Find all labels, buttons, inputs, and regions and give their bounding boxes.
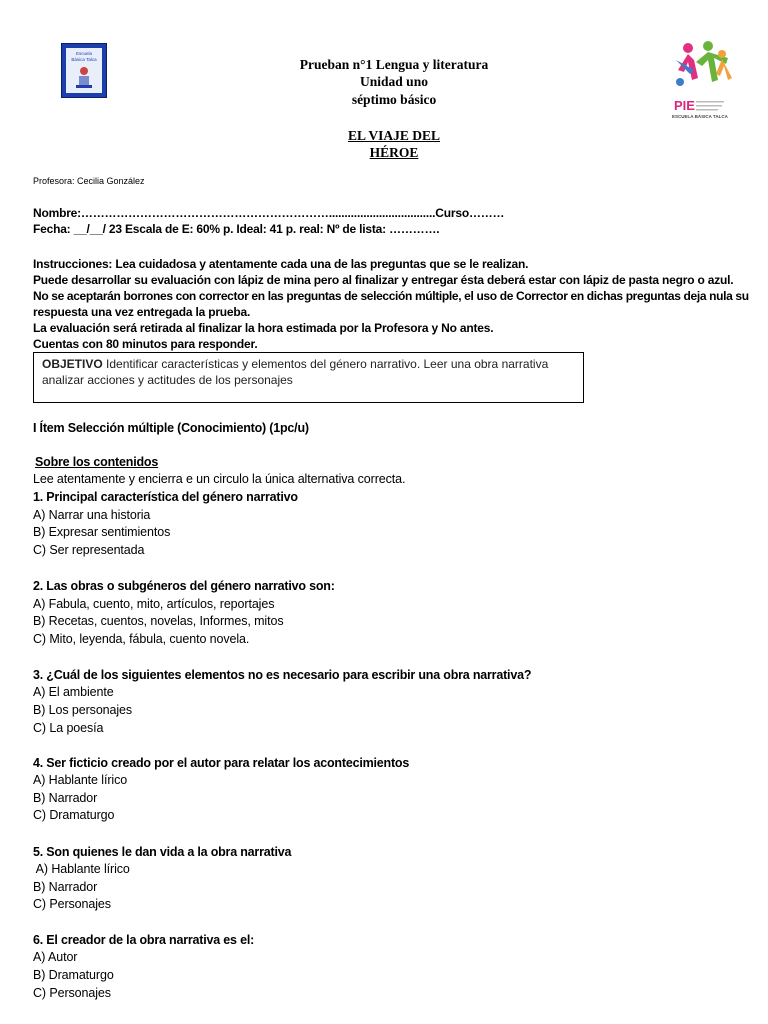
- question-4-option-a: A) Hablante lírico: [33, 773, 128, 787]
- instructions-line-1: Instrucciones: Lea cuidadosa y atentamente cada una de las preguntas que se le realizan.: [33, 257, 529, 271]
- question-6-option-a: A) Autor: [33, 950, 78, 964]
- question-3-option-a: A) El ambiente: [33, 685, 114, 699]
- school-logo-text-2: Básica Talca: [71, 57, 97, 62]
- date-field-line: Fecha: __/__/ 23 Escala de E: 60% p. Ideal: 41 p. real: Nº de lista: ………….: [33, 222, 440, 236]
- question-2-option-b: B) Recetas, cuentos, novelas, Informes, mitos: [33, 614, 284, 628]
- question-2-option-c: C) Mito, leyenda, fábula, cuento novela.: [33, 632, 250, 646]
- question-2-option-a: A) Fabula, cuento, mito, artículos, reportajes: [33, 597, 275, 611]
- question-5-option-a: A) Hablante lírico: [33, 862, 130, 876]
- question-2: 2. Las obras o subgéneros del género narrativo son:: [33, 579, 335, 593]
- pie-program-lines-icon: [696, 100, 726, 114]
- question-1-option-a: A) Narrar una historia: [33, 508, 151, 522]
- pie-figures-icon: [668, 40, 736, 100]
- objective-box: [33, 352, 584, 403]
- objective-text-block: [42, 356, 577, 388]
- section-subtitle: Sobre los contenidos: [35, 455, 159, 469]
- instructions-line-4: respuesta una vez entregada la prueba.: [33, 305, 251, 319]
- question-4-option-b: B) Narrador: [33, 791, 98, 805]
- question-5-option-b: B) Narrador: [33, 880, 98, 894]
- objective-label: OBJETIVO: [42, 357, 103, 371]
- school-logo-text-1: Escuela: [75, 51, 92, 56]
- question-5: 5. Son quienes le dan vida a la obra narrativa: [33, 845, 292, 859]
- exam-title: Prueban n°1 Lengua y literatura: [299, 57, 489, 72]
- question-3-option-b: B) Los personajes: [33, 703, 133, 717]
- exam-grade: séptimo básico: [351, 92, 437, 107]
- question-5-option-c: C) Personajes: [33, 897, 111, 911]
- question-6-option-b: B) Dramaturgo: [33, 968, 114, 982]
- question-6-option-c: C) Personajes: [33, 986, 111, 1000]
- teacher-name: Profesora: Cecilia González: [33, 176, 145, 186]
- question-1-option-b: B) Expresar sentimientos: [33, 525, 171, 539]
- question-4: 4. Ser ficticio creado por el autor para relatar los acontecimientos: [33, 756, 410, 770]
- section-item-title: I Ítem Selección múltiple (Conocimiento) (1pc/u): [33, 421, 309, 435]
- section-instruction: Lee atentamente y encierra e un circulo la única alternativa correcta.: [33, 472, 406, 486]
- name-field-line: Nombre:………………………………………………………..................................Curso………: [33, 206, 505, 220]
- pie-logo-text: PIE: [674, 98, 695, 113]
- instructions-line-2: Puede desarrollar su evaluación con lápiz de mina pero al finalizar y entregar ésta deberá estar con lápiz de pasta negro o azul.: [33, 273, 734, 287]
- pie-logo: [668, 40, 736, 122]
- subject-title-line1: EL VIAJE DEL: [347, 128, 441, 143]
- question-3-option-c: C) La poesía: [33, 721, 104, 735]
- objective-text: Identificar características y elementos del género narrativo. Leer una obra narrativa analizar acciones y actitudes de los personajes: [42, 357, 549, 387]
- instructions-line-3: No se aceptarán borrones con corrector en las preguntas de selección múltiple, el uso de Corrector en dichas preguntas deja nula su: [33, 289, 749, 303]
- instructions-line-5: La evaluación será retirada al finalizar la hora estimada por la Profesora y No antes.: [33, 321, 494, 335]
- question-6: 6. El creador de la obra narrativa es el:: [33, 933, 255, 947]
- exam-unit: Unidad uno: [360, 74, 428, 89]
- question-1: 1. Principal característica del género narrativo: [33, 490, 298, 504]
- question-4-option-c: C) Dramaturgo: [33, 808, 115, 822]
- subject-title-line2: HÉROE: [369, 145, 419, 160]
- instructions-line-6: Cuentas con 80 minutos para responder.: [33, 337, 258, 351]
- question-1-option-c: C) Ser representada: [33, 543, 145, 557]
- pie-logo-subtext: ESCUELA BÁSICA TALCA: [672, 114, 728, 119]
- question-3: 3. ¿Cuál de los siguientes elementos no es necesario para escribir una obra narrativa?: [33, 668, 532, 682]
